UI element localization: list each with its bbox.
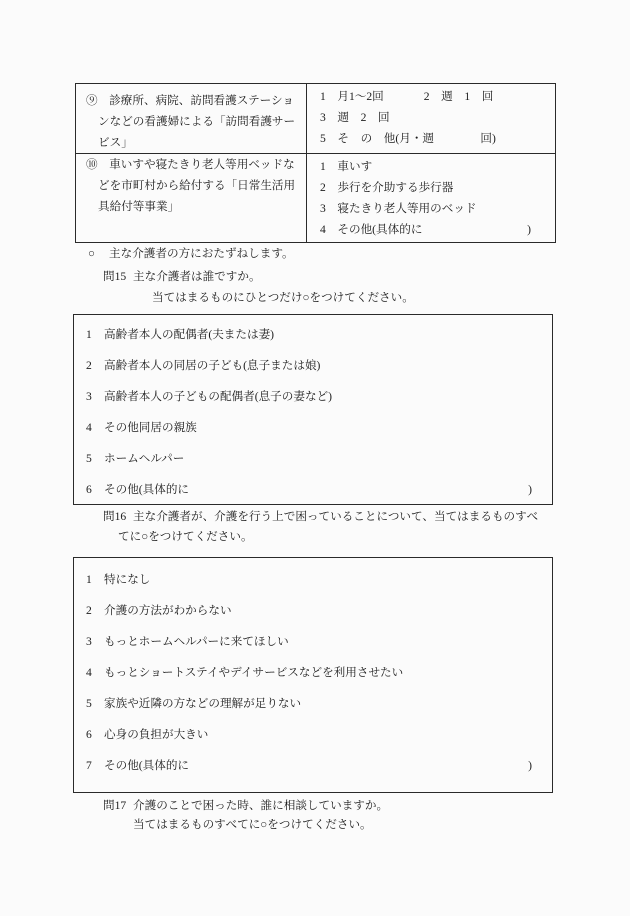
q16-option [74,719,552,750]
service-10-label-line: ⑩ 車いすや寝たきり老人等用ベッドな [86,158,295,171]
option-text: もっとホームヘルパーに来てほしい [104,634,289,648]
option-number: 4 [86,665,92,679]
section-heading [88,248,294,260]
q17-instruction: 当てはまるものすべてに○をつけてください。 [133,818,372,831]
q16-option [74,657,552,688]
q16-option [74,688,552,719]
q16-heading [103,511,538,523]
close-paren: ) [528,758,532,772]
option-text: 高齢者本人の同居の子ども(息子または娘) [104,358,321,372]
q15-option [74,474,552,505]
option-number: 5 [86,696,92,710]
service-9-label-cell [76,84,307,154]
option-text: 5 そ の 他(月・週 回) [320,132,496,145]
q15-heading [103,271,261,283]
option-text: 高齢者本人の配偶者(夫または妻) [104,327,275,341]
option-text: 4 その他(具体的に [320,223,423,236]
table-row-service-9 [76,84,556,154]
option-text: 家族や近隣の方などの理解が足りない [104,696,302,710]
service-10-options-cell [307,154,556,243]
option-text: 3 寝たきり老人等用のベッド [320,202,477,215]
option-text: 2 歩行を介助する歩行器 [320,181,454,194]
option-line [320,198,531,219]
option-text: ホームヘルパー [104,451,185,465]
q17-heading [103,800,388,812]
option-text: 1 月1〜2回 [320,90,384,103]
option-text: その他(具体的に [104,482,190,496]
close-paren: ) [528,482,532,496]
service-10-label-line: どを市町村から給付する「日常生活用 [98,179,296,192]
option-number: 7 [86,758,92,772]
close-paren: ) [527,223,531,236]
option-text: 特になし [104,572,151,586]
option-number: 5 [86,451,92,465]
service-10-label-line: 具給付等事業」 [98,200,180,213]
q15-option [74,319,552,350]
q16-option [74,750,552,781]
section-heading-text: 主な介護者の方におたずねします。 [109,247,294,260]
option-number: 3 [86,634,92,648]
option-text: その他(具体的に [104,758,190,772]
service-9-options-cell [307,84,556,154]
option-number: 6 [86,727,92,741]
q16-heading-line2: てに○をつけてください。 [118,530,253,543]
q17-question-text: 介護のことで困った時、誰に相談していますか。 [133,799,389,812]
q16-options-box [73,557,553,793]
q16-option [74,626,552,657]
option-line [320,128,531,149]
q16-number: 問16 [103,510,127,523]
option-number: 2 [86,358,92,372]
q15-options-box [73,314,553,505]
service-table [75,83,556,243]
service-9-label-line: ⑨ 診療所、病院、訪問看護ステーショ [86,94,294,107]
option-text: 高齢者本人の子どもの配偶者(息子の妻など) [104,389,333,403]
option-number: 2 [86,603,92,617]
q15-option [74,350,552,381]
service-9-label-line: ンなどの看護婦による「訪問看護サー [98,115,296,128]
q15-question-text: 主な介護者は誰ですか。 [133,270,261,283]
option-line [320,219,531,240]
q15-number: 問15 [103,270,127,283]
option-line [320,107,531,128]
option-number: 1 [86,572,92,586]
option-number: 1 [86,327,92,341]
option-number: 4 [86,420,92,434]
service-9-label-line: ビス」 [98,136,133,149]
option-text: 1 車いす [320,160,373,173]
option-text: もっとショートステイやデイサービスなどを利用させたい [104,665,404,679]
option-number: 6 [86,482,92,496]
circle-marker-icon: ○ [88,247,96,260]
option-text: その他同居の親族 [104,420,197,434]
q15-instruction: 当てはまるものにひとつだけ○をつけてください。 [152,291,414,304]
option-text: 2 週 1 回 [423,90,494,103]
option-text: 心身の負担が大きい [104,727,209,741]
table-row-service-10 [76,154,556,243]
option-text: 3 週 2 回 [320,111,390,124]
option-number: 3 [86,389,92,403]
q15-option [74,443,552,474]
q15-option [74,381,552,412]
option-line [320,156,531,177]
q16-option [74,564,552,595]
service-10-label-cell [76,154,307,243]
option-line [320,86,531,107]
option-text: 介護の方法がわからない [104,603,232,617]
q17-number: 問17 [103,799,127,812]
q16-option [74,595,552,626]
q16-question-text: 主な介護者が、介護を行う上で困っていることについて、当てはまるものすべ [133,510,539,523]
option-line [320,177,531,198]
q15-option [74,412,552,443]
